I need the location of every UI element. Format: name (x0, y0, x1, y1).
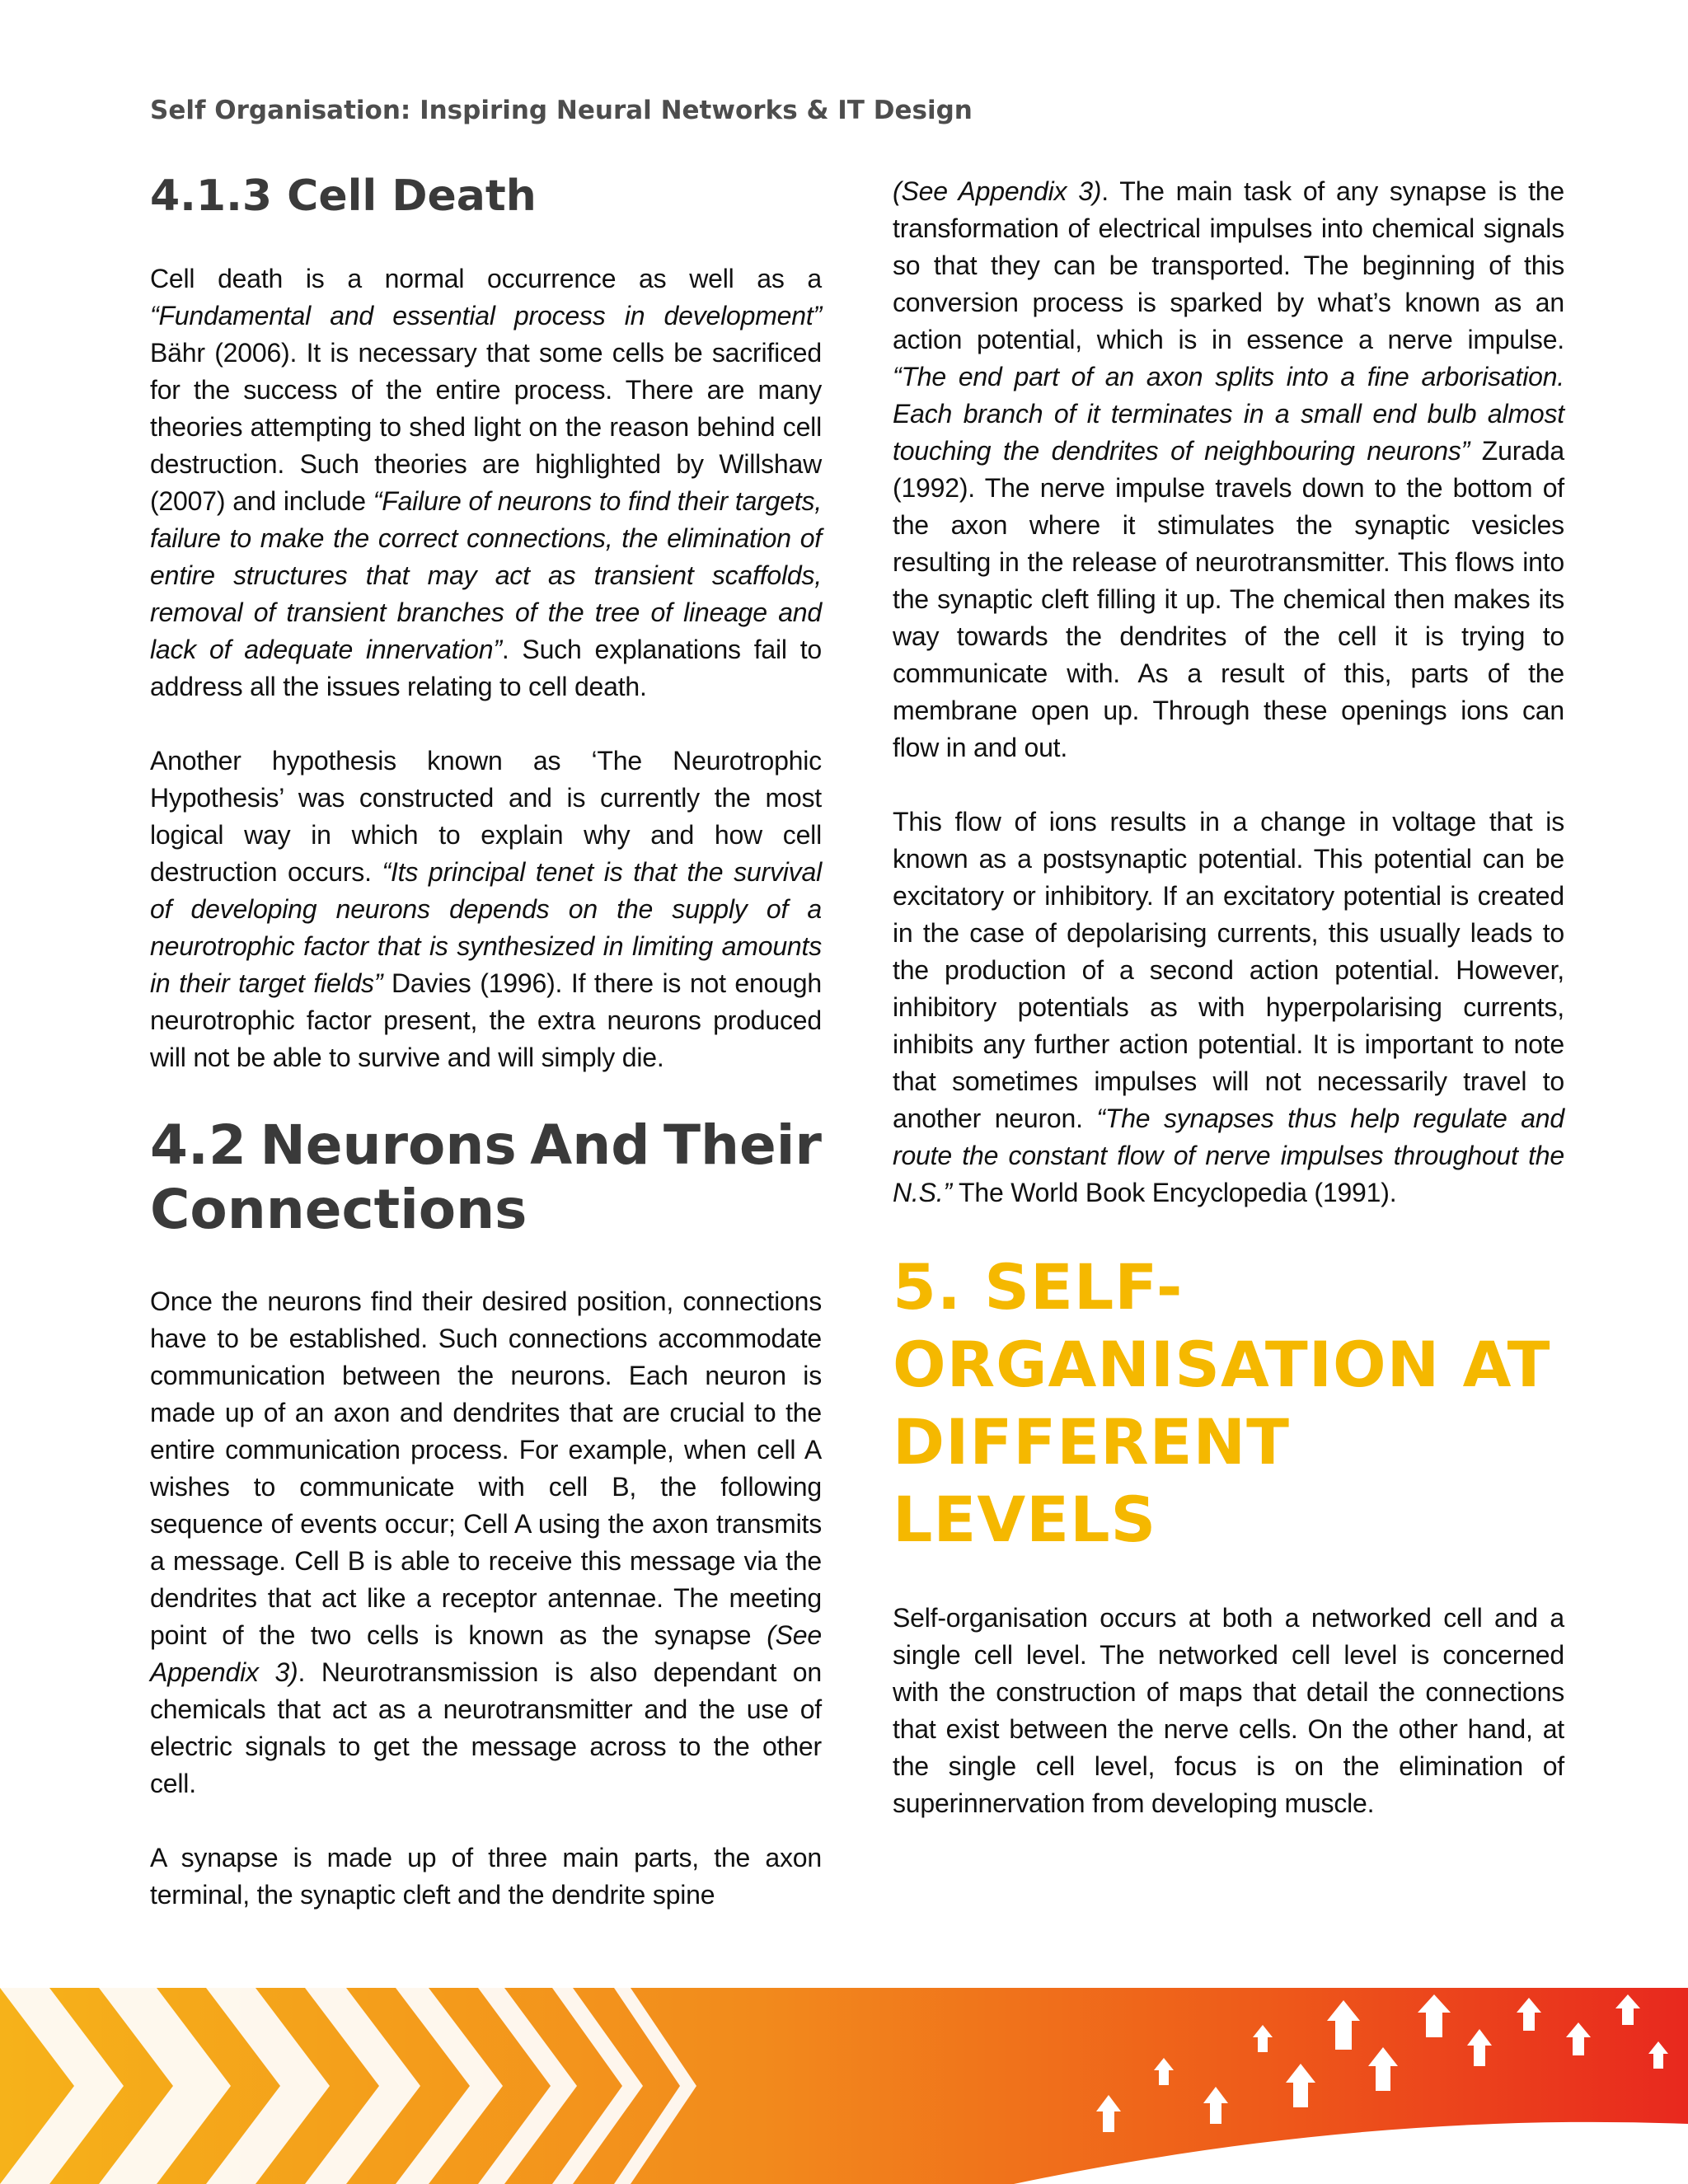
heading-word: 4.2 (150, 1113, 246, 1177)
heading-line: ORGANISATION AT (893, 1328, 1551, 1401)
section-heading-cell-death: 4.1.3 Cell Death (150, 171, 537, 221)
paragraph-neurotrophic (150, 743, 822, 1076)
quote-run: “The end part of an axon splits into a fine arborisation. Each branch of it terminates in a small end bulb almost touching the dendrites of neighbouring neurons” (893, 362, 1564, 466)
paragraph-ion-flow (893, 804, 1564, 1212)
text-run: . Such explanations fail to address all the issues relating to cell death. (150, 635, 823, 701)
right-column (893, 173, 1564, 1859)
quote-run: “The synapses thus help regulate and route the constant flow of nerve impulses throughout the N.S.” (893, 1104, 1564, 1207)
appendix-ref: (See Appendix 3) (150, 1620, 822, 1687)
text-run: The World Book Encyclopedia (1991). (951, 1178, 1397, 1207)
text-run: Zurada (1992). The nerve impulse travels down to the bottom of the axon where it stimulates the synaptic vesicles resulting in the release of neurotransmitter. This flows into the synaptic cleft filling it up. The chemical then makes its way towards the dendrites of the cell it is trying to communicate with. As a result of this, parts of the membrane open up. Through these openings ions can flow in and out. (893, 436, 1564, 762)
section-heading-neurons (150, 1113, 822, 1242)
text-run: Davies (1996). If there is not enough neurotrophic factor present, the extra neurons produced will not be able to survive and will simply die. (150, 968, 822, 1072)
heading-word: And (530, 1113, 650, 1177)
heading-line: 5. SELF- (893, 1250, 1184, 1324)
heading-line: Connections (150, 1178, 528, 1241)
text-run: Bähr (2006). It is necessary that some cells be sacrificed for the success of the entire process. There are many theories attempting to shed light on the reason behind cell destruction. Such theories are highlighted by Willshaw (2007) and include (150, 338, 822, 516)
left-column (150, 165, 822, 1951)
quote-run: “Failure of neurons to find their targets, failure to make the correct connections, the elimination of entire structures that may act as transient scaffolds, removal of transient branches of the tree of lineage and lack of adequate innervation” (150, 486, 822, 664)
text-run: Cell death is a normal occurrence as well as a (150, 264, 822, 293)
text-run: . Neurotransmission is also dependant on chemicals that act as a neurotransmitter and the use of electric signals to get the message across to the other cell. (150, 1657, 822, 1798)
paragraph-cell-death (150, 260, 822, 705)
paragraph-levels: Self-organisation occurs at both a networked cell and a single cell level. The networked cell level is concerned with the construction of maps that detail the connections that exist between the nerve cells. On the other hand, at the single cell level, focus is on the elimination of superinnervation from developing muscle. (893, 1603, 1564, 1818)
running-header: Self Organisation: Inspiring Neural Networks & IT Design (150, 96, 973, 125)
heading-word: Their (663, 1113, 822, 1177)
text-run: This flow of ions results in a change in voltage that is known as a postsynaptic potential. This potential can be excitatory or inhibitory. If an excitatory potential is created in the case of depolarising currents, this usually leads to the production of a second action potential. However, inhibitory potentials as with hyperpolarising currents, inhibits any further action potential. It is important to note that sometimes impulses will not necessarily travel to another neuron. (893, 807, 1564, 1133)
chapter-heading-self-organisation (893, 1249, 1564, 1558)
heading-line: DIFFERENT LEVELS (893, 1405, 1290, 1556)
paragraph-synapse-task (893, 173, 1564, 766)
appendix-ref: (See Appendix 3) (893, 176, 1102, 206)
quote-run: “Fundamental and essential process in development” (150, 301, 822, 330)
quote-run: “Its principal tenet is that the survival of developing neurons depends on the supply of a neurotrophic factor that is synthesized in limiting amounts in their target fields” (150, 857, 822, 998)
text-run: Another hypothesis known as ‘The Neurotrophic Hypothesis’ was constructed and is currently the most logical way in which to explain why and how cell destruction occurs. (150, 746, 822, 887)
text-run: Once the neurons find their desired position, connections have to be established. Such connections accommodate communication between the neurons. Each neuron is made up of an axon and dendrites that are crucial to the entire communication process. For example, when cell A wishes to communicate with cell B, the following sequence of events occur; Cell A using the axon transmits a message. Cell B is able to receive this message via the dendrites that act like a receptor antennae. The meeting point of the two cells is known as the synapse (150, 1286, 822, 1650)
arrow-chevrons-banner-icon (0, 1988, 1688, 2184)
text-run: . The main task of any synapse is the transformation of electrical impulses into chemical signals so that they can be transported. The beginning of this conversion process is sparked by what’s known as an action potential, which is in essence a nerve impulse. (893, 176, 1564, 354)
heading-word: Neurons (260, 1113, 517, 1177)
paragraph-synapse-parts: A synapse is made up of three main parts, the axon terminal, the synaptic cleft and the dendrite spine (150, 1843, 822, 1910)
paragraph-connections (150, 1283, 822, 1802)
